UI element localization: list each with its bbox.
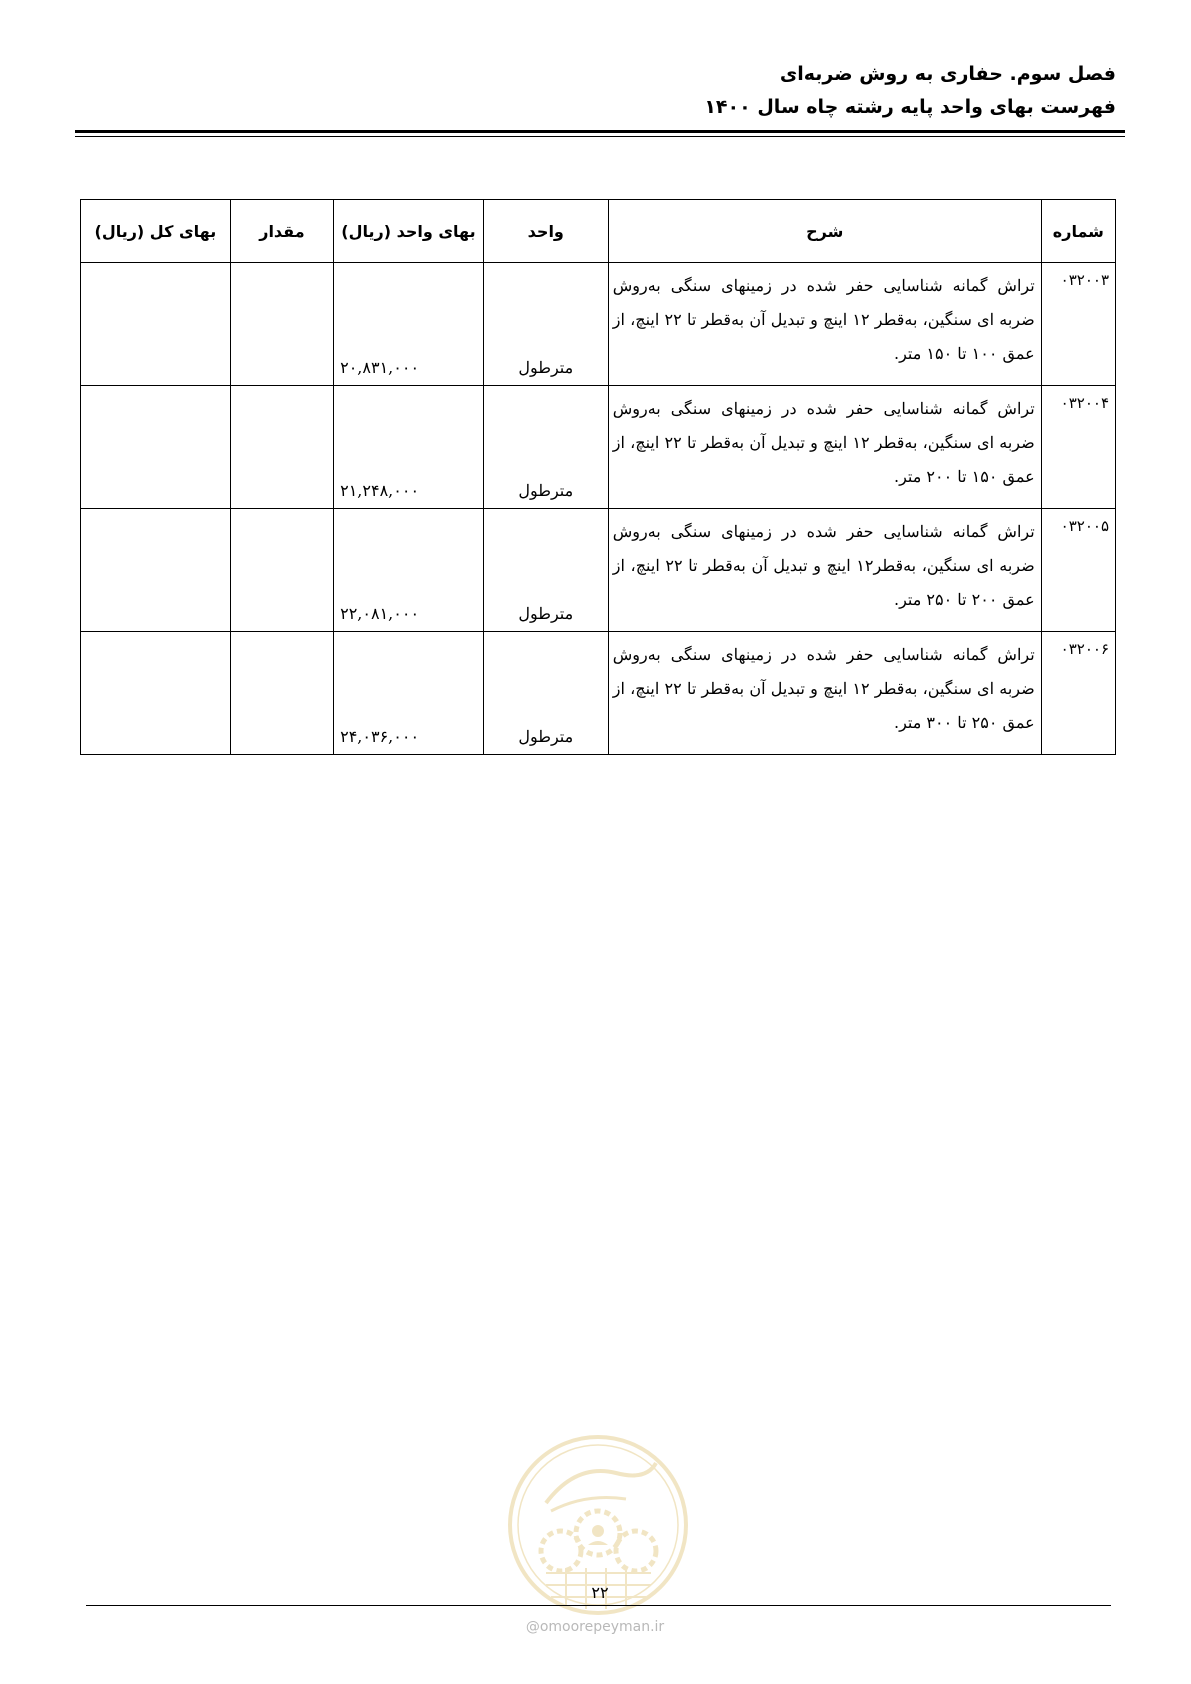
item-code: ۰۳۲۰۰۶ <box>1041 632 1115 755</box>
item-unit-price: ۲۱,۲۴۸,۰۰۰ <box>334 386 484 509</box>
header-divider-thin <box>75 136 1125 137</box>
header-divider-thick <box>75 130 1125 133</box>
item-quantity <box>230 632 333 755</box>
item-total-price <box>81 386 231 509</box>
item-total-price <box>81 632 231 755</box>
footer-divider <box>86 1605 1111 1606</box>
item-unit-price: ۲۰,۸۳۱,۰۰۰ <box>334 263 484 386</box>
item-quantity <box>230 263 333 386</box>
item-quantity <box>230 386 333 509</box>
item-code: ۰۳۲۰۰۴ <box>1041 386 1115 509</box>
column-header-unit: واحد <box>483 200 608 263</box>
table-row <box>81 263 1116 386</box>
item-total-price <box>81 509 231 632</box>
column-header-quantity: مقدار <box>230 200 333 263</box>
column-header-total-price: بهای کل (ریال) <box>81 200 231 263</box>
item-description: تراش گمانه شناسایی حفر شده در زمینهای سنگی به‌روش ضربه ای سنگین، به‌قطر۱۲ اینچ و تبدیل آن به‌قطر تا ۲۲ اینچ، از عمق ۲۰۰ تا ۲۵۰ متر. <box>608 509 1041 632</box>
item-unit: مترطول <box>483 386 608 509</box>
table-row <box>81 632 1116 755</box>
item-unit-price: ۲۴,۰۳۶,۰۰۰ <box>334 632 484 755</box>
column-header-description: شرح <box>608 200 1041 263</box>
book-title: فهرست بهای واحد پایه رشته چاه سال ۱۴۰۰ <box>704 96 1116 118</box>
item-description: تراش گمانه شناسایی حفر شده در زمینهای سنگی به‌روش ضربه ای سنگین، به‌قطر ۱۲ اینچ و تبدیل آن به‌قطر تا ۲۲ اینچ، از عمق ۱۵۰ تا ۲۰۰ متر. <box>608 386 1041 509</box>
site-credit: @omoorepeyman.ir <box>525 1619 665 1635</box>
item-unit: مترطول <box>483 263 608 386</box>
item-total-price <box>81 263 231 386</box>
item-description: تراش گمانه شناسایی حفر شده در زمینهای سنگی به‌روش ضربه ای سنگین، به‌قطر ۱۲ اینچ و تبدیل آن به‌قطر تا ۲۲ اینچ، از عمق ۱۰۰ تا ۱۵۰ متر. <box>608 263 1041 386</box>
item-code: ۰۳۲۰۰۵ <box>1041 509 1115 632</box>
item-unit: مترطول <box>483 632 608 755</box>
table-row <box>81 509 1116 632</box>
item-description: تراش گمانه شناسایی حفر شده در زمینهای سنگی به‌روش ضربه ای سنگین، به‌قطر ۱۲ اینچ و تبدیل آن به‌قطر تا ۲۲ اینچ، از عمق ۲۵۰ تا ۳۰۰ متر. <box>608 632 1041 755</box>
chapter-title: فصل سوم. حفاری به روش ضربه‌ای <box>779 63 1116 85</box>
price-list-table <box>80 199 1116 755</box>
table-header-row <box>81 200 1116 263</box>
item-unit: مترطول <box>483 509 608 632</box>
page-header <box>66 58 1116 124</box>
page-number: ۲۲ <box>591 1583 609 1602</box>
column-header-unit-price: بهای واحد (ریال) <box>334 200 484 263</box>
item-code: ۰۳۲۰۰۳ <box>1041 263 1115 386</box>
table-row <box>81 386 1116 509</box>
column-header-code: شماره <box>1041 200 1115 263</box>
item-quantity <box>230 509 333 632</box>
item-unit-price: ۲۲,۰۸۱,۰۰۰ <box>334 509 484 632</box>
